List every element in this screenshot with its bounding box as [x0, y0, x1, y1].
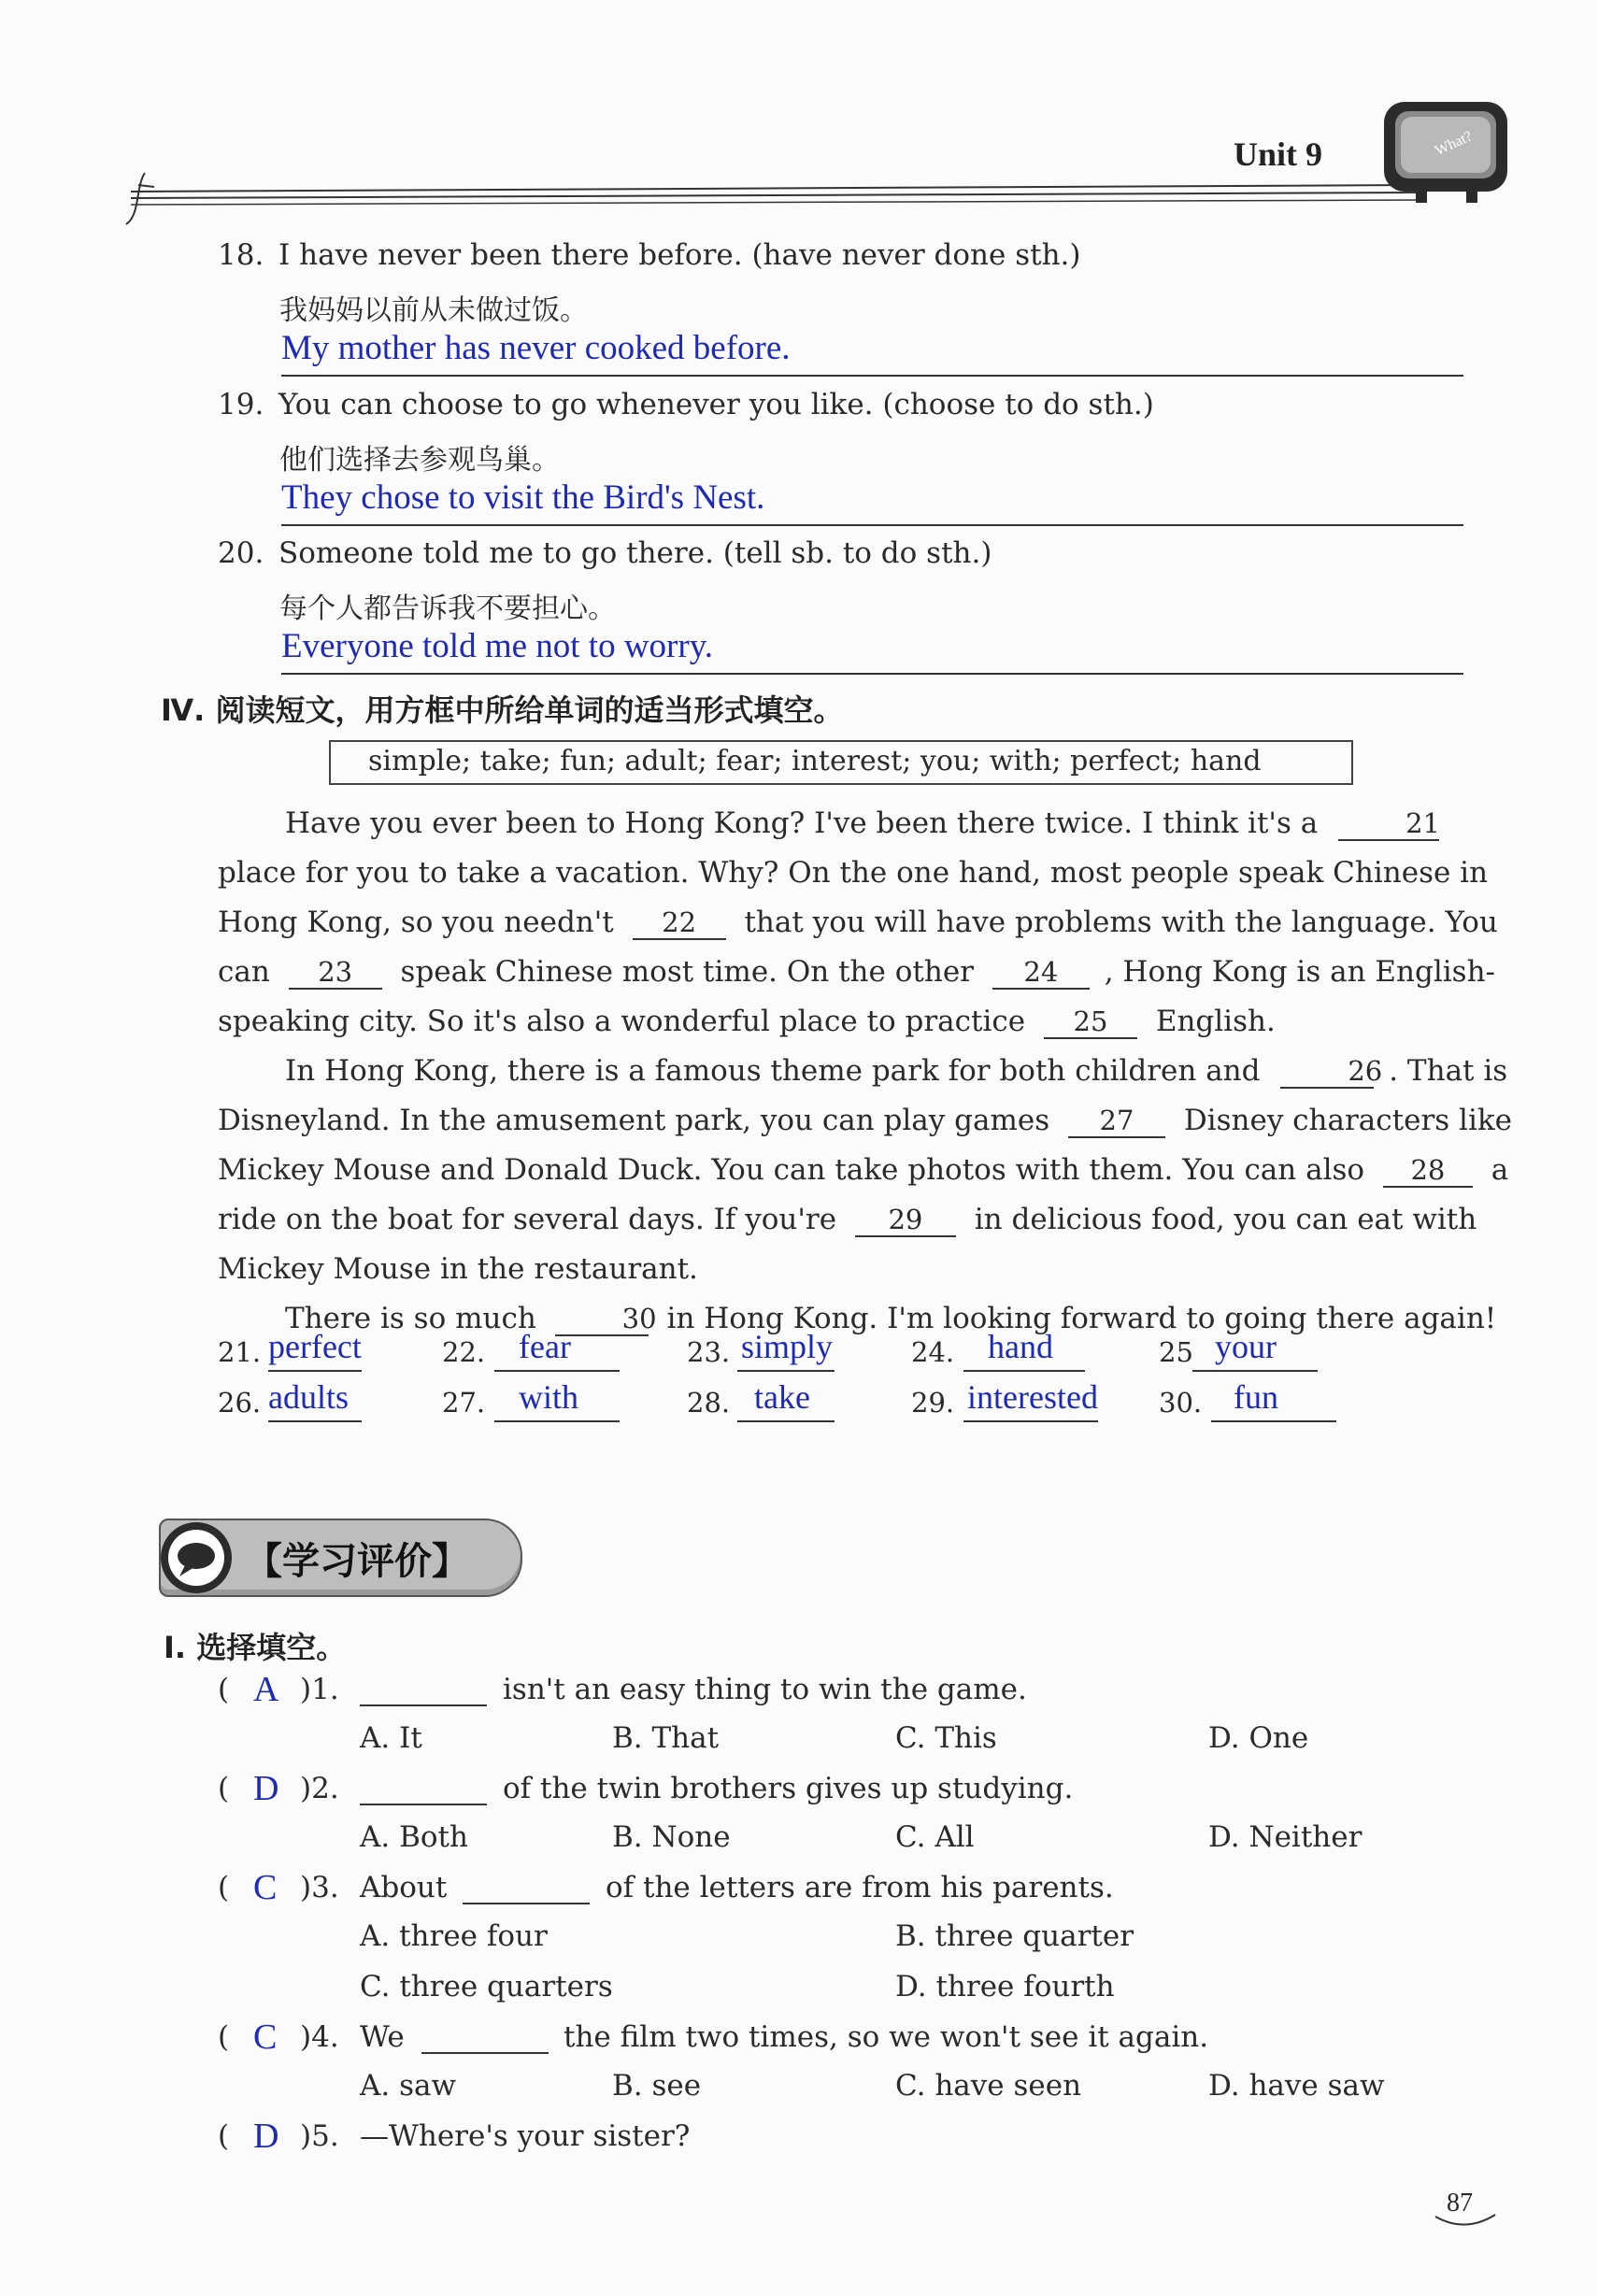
- blank-28: 28: [1383, 1154, 1473, 1188]
- mc-blank: [421, 2052, 549, 2054]
- tv-text: What?: [1432, 128, 1476, 160]
- answer-line: [281, 375, 1463, 377]
- mc-blank: [360, 1704, 487, 1706]
- sentence-20: [218, 536, 1470, 677]
- passage-line: speaking city. So it's also a wonderful place to practice 25 English.: [218, 1005, 1276, 1038]
- blank-30: 30: [555, 1303, 649, 1336]
- answer-item: 24. hand: [911, 1327, 1126, 1374]
- blank-26: 26: [1280, 1055, 1374, 1089]
- option: C. This: [895, 1721, 997, 1755]
- section-1-title: Ⅰ. 选择填空。: [164, 1630, 347, 1665]
- blank-24: 24: [992, 956, 1090, 990]
- mc-answer: D: [253, 1769, 279, 1808]
- mc-question-5: ( D )5. —Where's your sister?: [218, 2117, 691, 2156]
- evaluation-banner: [159, 1519, 522, 1597]
- answer-item: 28. take: [687, 1377, 902, 1424]
- sentence-chinese: 他们选择去参观鸟巢。: [279, 444, 560, 477]
- sentence-number: 19.: [218, 388, 264, 421]
- passage-line: ride on the boat for several days. If you're 29 in delicious food, you can eat with: [218, 1203, 1477, 1236]
- section-4-title: Ⅳ. 阅读短文，用方框中所给单词的适当形式填空。: [161, 692, 844, 728]
- passage-line: There is so much 30 in Hong Kong. I'm looking forward to going there again!: [285, 1302, 1497, 1335]
- word-box-text: simple; take; fun; adult; fear; interest; you; with; perfect; hand: [368, 745, 1262, 777]
- option: C. three quarters: [360, 1970, 613, 2004]
- option: A. three four: [360, 1919, 548, 1953]
- unit-title: Unit 9: [1234, 135, 1323, 173]
- answer-item: 29. interested: [911, 1377, 1126, 1424]
- option: D. One: [1208, 1721, 1309, 1755]
- mc-question-1: ( A )1. isn't an easy thing to win the game. A. It B. That C. This D. One: [218, 1670, 1309, 1755]
- answer-item: 27. with: [442, 1377, 657, 1424]
- passage-line: can 23 speak Chinese most time. On the other 24 , Hong Kong is an English-: [218, 955, 1496, 989]
- passage-line: Mickey Mouse and Donald Duck. You can take photos with them. You can also 28 a: [218, 1153, 1509, 1187]
- reading-passage: [218, 799, 1512, 1344]
- sentence-number: 20.: [218, 536, 264, 570]
- mc-blank: [360, 1804, 487, 1805]
- option: B. three quarter: [895, 1919, 1134, 1953]
- passage-line: Disneyland. In the amusement park, you can play games 27 Disney characters like: [218, 1104, 1512, 1137]
- option: D. Neither: [1208, 1820, 1363, 1854]
- blank-22: 22: [633, 906, 726, 940]
- passage-line: Hong Kong, so you needn't 22 that you will have problems with the language. You: [218, 906, 1498, 939]
- tv-icon: [1378, 89, 1519, 210]
- mc-answer: A: [253, 1670, 279, 1709]
- option: A. Both: [360, 1820, 468, 1854]
- option: C. All: [895, 1820, 975, 1854]
- answer-line: [281, 524, 1463, 526]
- answer-item: 30. fun: [1159, 1377, 1374, 1424]
- option: B. That: [612, 1721, 720, 1755]
- blank-27: 27: [1068, 1105, 1165, 1138]
- passage-line: place for you to take a vacation. Why? On the one hand, most people speak Chinese in: [218, 856, 1489, 890]
- handwritten-answer: Everyone told me not to worry.: [281, 627, 714, 665]
- mc-answer: C: [253, 2018, 278, 2057]
- sentence-chinese: 我妈妈以前从未做过饭。: [279, 294, 588, 327]
- option: D. three fourth: [895, 1970, 1115, 2004]
- sentence-chinese: 每个人都告诉我不要担心。: [279, 592, 616, 625]
- word-box: [329, 740, 1353, 785]
- passage-line: Mickey Mouse in the restaurant.: [218, 1252, 698, 1286]
- option: A. It: [360, 1721, 422, 1755]
- mc-question-3: ( C )3. About of the letters are from his parents. A. three four B. three quarter C. three quarters D. three fourth: [218, 1868, 1134, 2004]
- mc-answer: C: [253, 1868, 278, 1907]
- answer-line: [281, 673, 1463, 675]
- speech-bubble-icon: [157, 1519, 241, 1599]
- sentence-english: I have never been there before. (have never done sth.): [278, 238, 1081, 272]
- handwritten-answer: They chose to visit the Bird's Nest.: [281, 478, 765, 517]
- sentence-19: [218, 388, 1470, 528]
- option: A. saw: [360, 2069, 457, 2103]
- answer-item: 22. fear: [442, 1327, 657, 1374]
- passage-line: Have you ever been to Hong Kong? I've been there twice. I think it's a 21: [285, 806, 1440, 840]
- answer-item: 25 your: [1159, 1327, 1374, 1374]
- passage-line: In Hong Kong, there is a famous theme park for both children and 26 . That is: [285, 1054, 1508, 1088]
- sentence-18: [218, 238, 1470, 378]
- option: B. see: [612, 2069, 702, 2103]
- blank-29: 29: [855, 1204, 956, 1237]
- header: [112, 131, 1514, 234]
- mc-blank: [463, 1903, 590, 1904]
- option: D. have saw: [1208, 2069, 1385, 2103]
- option: C. have seen: [895, 2069, 1082, 2103]
- sentence-english: You can choose to go whenever you like. (choose to do sth.): [278, 388, 1154, 421]
- page-number: 87: [1428, 2189, 1503, 2235]
- banner-title: 【学习评价】: [245, 1540, 469, 1583]
- mc-answer: D: [253, 2117, 279, 2156]
- blank-25: 25: [1044, 1005, 1137, 1039]
- option: B. None: [612, 1820, 731, 1854]
- answers-grid: [218, 1327, 1433, 1439]
- mc-question-2: ( D )2. of the twin brothers gives up studying. A. Both B. None C. All D. Neither: [218, 1769, 1363, 1854]
- handwritten-answer: My mother has never cooked before.: [281, 329, 791, 367]
- blank-23: 23: [289, 956, 382, 990]
- answer-item: 26. adults: [218, 1377, 433, 1424]
- blank-21: 21: [1338, 807, 1439, 841]
- answer-item: 21. perfect: [218, 1327, 433, 1374]
- mc-question-4: ( C )4. We the film two times, so we won't see it again. A. saw B. see C. have seen D. have saw: [218, 2018, 1385, 2103]
- sentence-english: Someone told me to go there. (tell sb. to do sth.): [278, 536, 992, 570]
- sentence-number: 18.: [218, 238, 264, 272]
- answer-item: 23. simply: [687, 1327, 902, 1374]
